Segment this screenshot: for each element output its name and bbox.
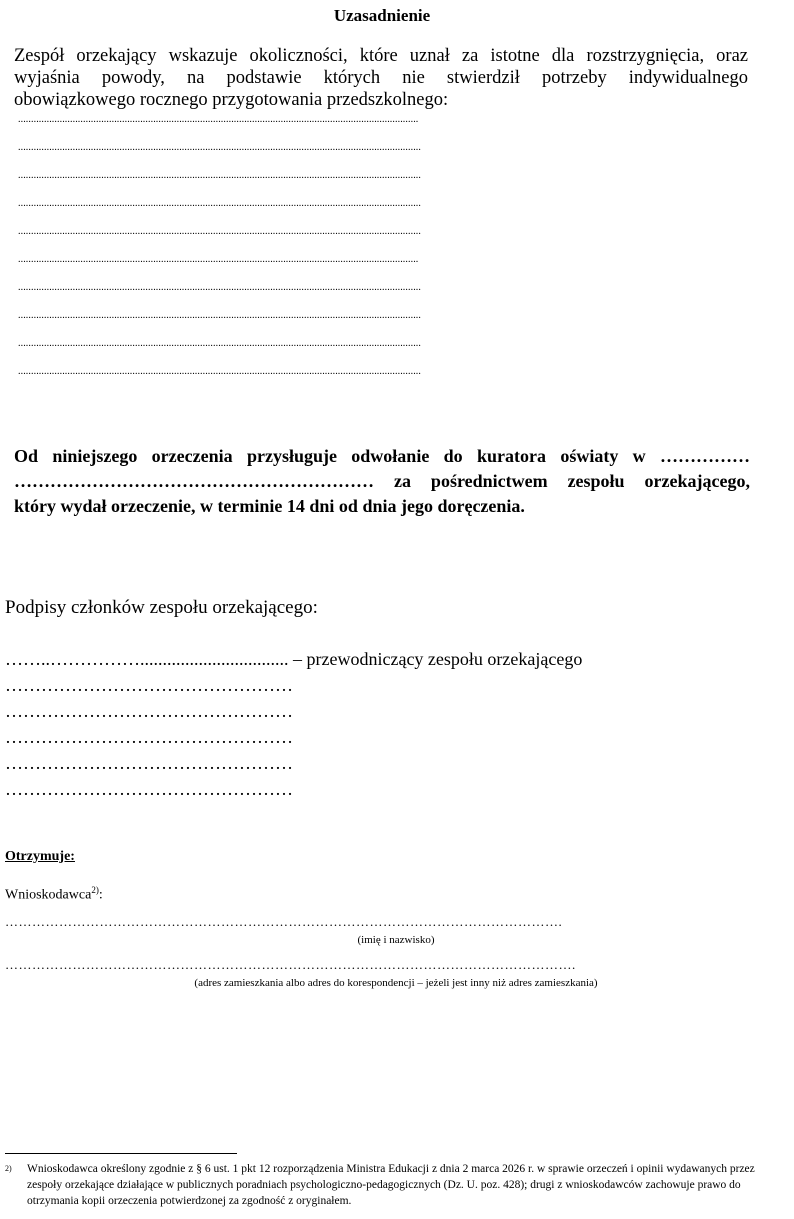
member-signature-line[interactable]: ………………………………………… (5, 727, 293, 747)
justification-line[interactable]: ........................................................................................................................................................... (18, 198, 421, 209)
footnote-divider (5, 1153, 237, 1154)
appeal-line-2: …………………………………………………… za pośrednictwem zespołu orzekającego, (14, 471, 750, 491)
justification-intro (14, 45, 748, 111)
applicant-address-line[interactable]: ………………………………………………………………………………………………………………. (5, 957, 576, 972)
footnote (5, 1161, 791, 1209)
justification-line[interactable]: .......................................................................................................................................................... (18, 114, 419, 125)
intro-line-3: obowiązkowego rocznego przygotowania przedszkolnego: (14, 90, 449, 110)
footnote-ref: 2) (91, 885, 99, 895)
applicant-address-caption: (adres zamieszkania albo adres do korespondencji – jeżeli jest inny niż adres zamieszkania) (194, 977, 598, 989)
member-signature-line[interactable]: ………………………………………… (5, 701, 293, 721)
member-signature-line[interactable]: ………………………………………… (5, 753, 293, 773)
document-title: Uzasadnienie (333, 6, 431, 25)
chair-signature-line[interactable]: ……..……………................................. – przewodniczący zespołu orzekającego (5, 649, 583, 669)
signatures-heading: Podpisy członków zespołu orzekającego: (5, 597, 318, 618)
applicant-name-line[interactable]: ……………………………………………………………………………………………………………. (5, 914, 563, 929)
member-signature-line[interactable]: ………………………………………… (5, 779, 293, 799)
applicant-name-caption: (imię i nazwisko) (357, 934, 435, 946)
justification-line[interactable]: ........................................................................................................................................................... (18, 282, 421, 293)
applicant-label: Wnioskodawca$^{2)}$: (5, 885, 103, 903)
justification-line[interactable]: ........................................................................................................................................................... (18, 226, 421, 237)
justification-line[interactable]: ........................................................................................................................................................... (18, 170, 421, 181)
appeal-line-1: Od niniejszego orzeczenia przysługuje odwołanie do kuratora oświaty w …………… (14, 446, 750, 466)
intro-line-2: wyjaśnia powody, na podstawie których nie stwierdził potrzeby indywidualnego (14, 68, 748, 88)
justification-line[interactable]: .......................................................................................................................................................... (18, 254, 419, 265)
member-signature-line[interactable]: ………………………………………… (5, 675, 293, 695)
appeal-notice (14, 444, 750, 519)
justification-line[interactable]: ........................................................................................................................................................... (18, 310, 421, 321)
appeal-line-3: który wydał orzeczenie, w terminie 14 dni od dnia jego doręczenia. (14, 496, 525, 516)
recipient-heading: Otrzymuje: (5, 849, 75, 864)
footnote-number: 2) (5, 1164, 12, 1173)
justification-line[interactable]: ........................................................................................................................................................... (18, 142, 421, 153)
justification-line[interactable]: ........................................................................................................................................................... (18, 338, 421, 349)
intro-line-1: Zespół orzekający wskazuje okoliczności, które uznał za istotne dla rozstrzygnięcia, oraz (14, 46, 748, 66)
justification-line[interactable]: ........................................................................................................................................................... (18, 366, 421, 377)
footnote-text: Wnioskodawca określony zgodnie z § 6 ust. 1 pkt 12 rozporządzenia Ministra Edukacji z dnia 2 marca 2026 r. w sprawie orzeczeń i opinii wydawanych przez zespoły orzekające działające w publicznych poradniach psychologiczno-pedagogicznych (Dz. U. poz. 428); drugi z wnioskodawców zachowuje prawo do otrzymania kopii orzeczenia potwierdzonej za zgodność z oryginałem. (27, 1163, 755, 1207)
